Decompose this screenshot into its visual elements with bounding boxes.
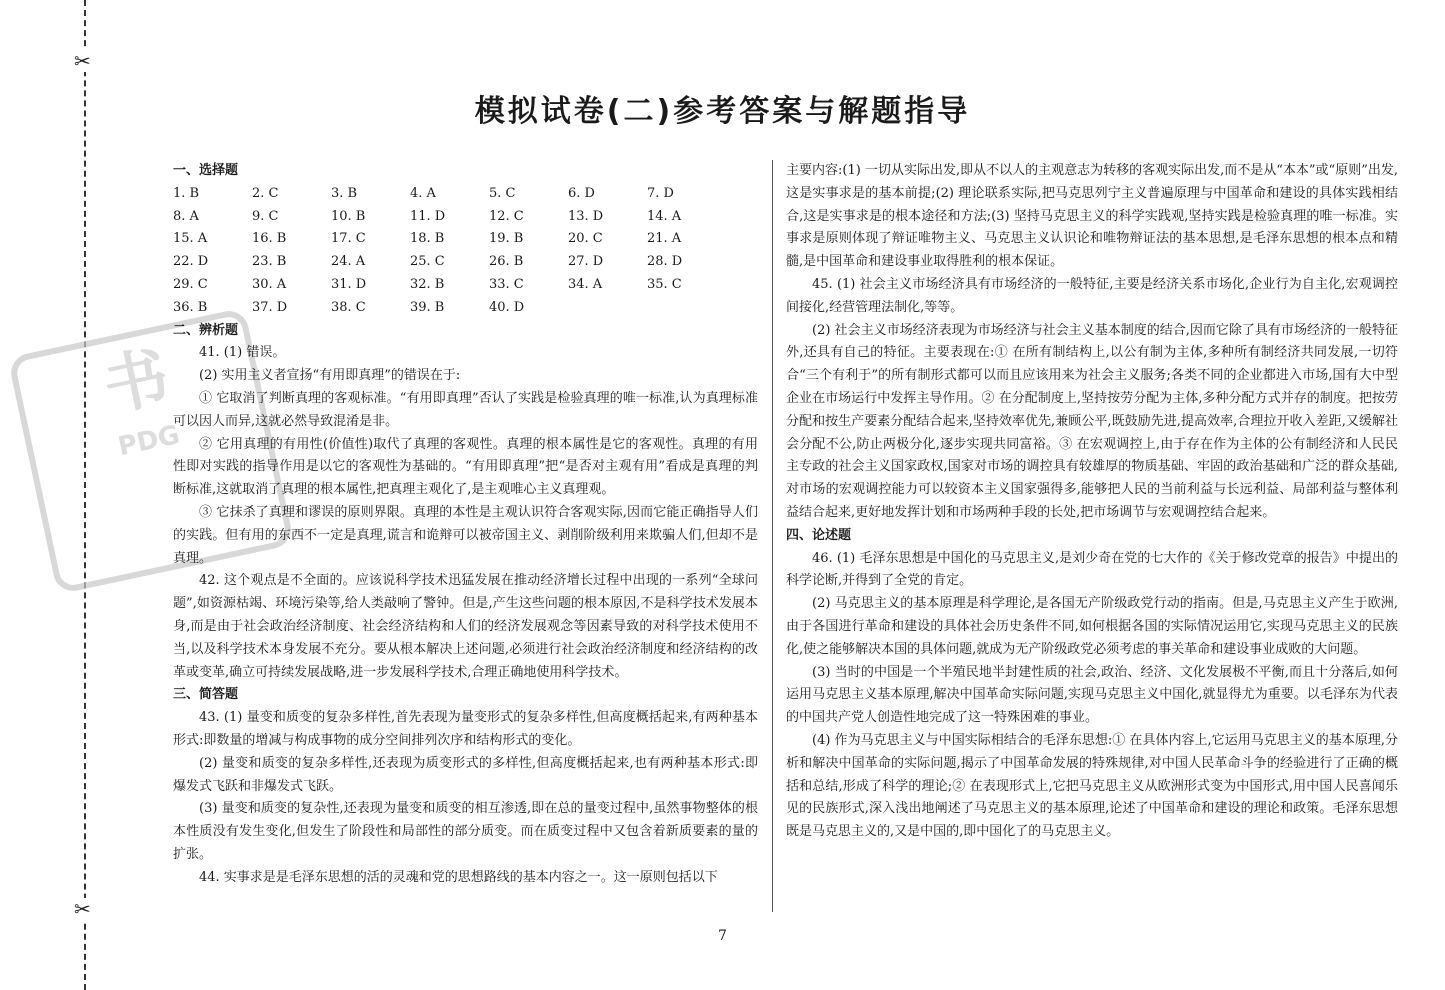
paragraph: 主要内容:(1) 一切从实际出发,即从不以人的主观意志为转移的客观实际出发,而不是从“本本”或“原则”出发,这是实事求是的基本前提;(2) 理论联系实际,把马克思列宁主义普遍原理与中国革命和建设的具体实践相结合,这是实事求是的根本途径和方法;(3) 坚持马克思主义的科学实践观,坚持实践是检验真理的唯一标准。实事求是原则体现了辩证唯物主义、马克思主义认识论和唯物辩证法的基本思想,是毛泽东思想的根本点和精髓,是中国革命和建设事业取得胜利的根本保证。	[786, 163, 1398, 270]
answer-row	[173, 183, 758, 206]
paragraph: (2) 社会主义市场经济表现为市场经济与社会主义基本制度的结合,因而它除了具有市场经济的一般特征外,还具有自己的特征。主要表现在:① 在所有制结构上,以公有制为主体,多种所有制经济共同发展,一切符合“三个有利于”的所有制形式都可以而且应该用来为社会主义服务;各类不同的企业都进入市场,国有大中型企业在市场运行中发挥主导作用。② 在分配制度上,坚持按劳分配为主体,多种分配方式并存的制度。把按劳分配和按生产要素分配结合起来,坚持效率优先,兼顾公平,既鼓励先进,提高效率,合理拉开收入差距,又缓解社会分配不公,防止两极分化,逐步实现共同富裕。③ 在宏观调控上,由于存在作为主体的公有制经济和人民民主专政的社会主义国家政权,国家对市场的调控具有较雄厚的物质基础、牢固的政治基础和广泛的群众基础,对市场的宏观调控能力可以较资本主义国家强得多,能够把人民的当前利益与长远利益、局部利益与整体利益结合起来,更好地发挥计划和市场两种手段的长处,把市场调节与宏观调控结合起来。	[786, 322, 1398, 520]
page-number: 7	[718, 928, 727, 944]
paragraph: ② 它用真理的有用性(价值性)取代了真理的客观性。真理的根本属性是它的客观性。真理的有用性即对实践的指导作用是以它的客观性为基础的。“有用即真理”把“是否对主观有用”看成是真理的判断标准,这就取消了真理的根本属性,把真理主观化了,是主观唯心主义真理观。	[173, 436, 758, 498]
answer-item: 19. B	[489, 231, 524, 247]
paragraph: 44. 实事求是是毛泽东思想的活的灵魂和党的思想路线的基本内容之一。这一原则包括以下	[199, 869, 718, 885]
answer-item: 9. C	[252, 208, 279, 224]
answer-item: 20. C	[568, 231, 603, 247]
paragraph: (2) 量变和质变的复杂多样性,还表现为质变形式的多样性,但高度概括起来,也有两种基本形式:即爆发式飞跃和非爆发式飞跃。	[173, 755, 758, 794]
answer-item: 27. D	[568, 254, 604, 270]
answer-item: 11. D	[410, 208, 446, 224]
section-heading: 四、论述题	[786, 527, 852, 543]
answer-item: 6. D	[568, 185, 595, 201]
answer-item: 21. A	[647, 231, 682, 247]
answer-item: 29. C	[173, 276, 208, 292]
answer-item: 25. C	[410, 254, 445, 270]
paragraph: (2) 实用主义者宣扬“有用即真理”的错误在于:	[199, 368, 461, 384]
answer-item: 7. D	[647, 185, 674, 201]
watermark-pdg: PDG	[115, 420, 183, 463]
watermark-glyph: 书	[97, 339, 176, 426]
answer-item: 5. C	[489, 185, 516, 201]
answer-item: 12. C	[489, 208, 524, 224]
answer-item: 13. D	[568, 208, 604, 224]
answer-item: 16. B	[252, 231, 287, 247]
section-heading: 一、选择题	[173, 163, 239, 178]
answer-item: 36. B	[173, 299, 208, 315]
answer-item: 33. C	[489, 276, 524, 292]
answer-item: 31. D	[331, 276, 367, 292]
paragraph: ③ 它抹杀了真理和谬误的原则界限。真理的本性是主观认识符合客观实际,因而它能正确指导人们的实践。但有用的东西不一定是真理,谎言和诡辩可以被帝国主义、剥削阶级利用来欺骗人们,但却不是真理。	[173, 504, 758, 566]
answer-item: 3. B	[331, 185, 358, 201]
answer-item: 30. A	[252, 276, 287, 292]
answer-item: 37. D	[252, 299, 288, 315]
answer-item: 15. A	[173, 231, 208, 247]
answer-item: 39. B	[410, 299, 445, 315]
answer-row	[173, 251, 758, 274]
answer-item: 14. A	[647, 208, 682, 224]
answer-row	[173, 228, 758, 251]
answer-item: 26. B	[489, 254, 524, 270]
answer-item: 40. D	[489, 299, 525, 315]
paragraph: 42. 这个观点是不全面的。应该说科学技术迅猛发展在推动经济增长过程中出现的一系列“全球问题”,如资源枯竭、环境污染等,给人类敲响了警钟。但是,产生这些问题的根本原因,不是科学技术发展本身,而是由于社会政治经济制度、社会经济结构和人们的经济发展观念等因素导致的对科学技术使用不当,以及科学技术本身发展不充分。要从根本解决上述问题,必须进行社会政治经济制度和经济结构的改革或变革,确立可持续发展战略,进一步发展科学技术,合理正确地使用科学技术。	[173, 573, 758, 680]
answer-item: 23. B	[252, 254, 287, 270]
answer-item: 35. C	[647, 276, 682, 292]
paragraph: ① 它取消了判断真理的客观标准。“有用即真理”否认了实践是检验真理的唯一标准,认为真理标准可以因人而异,这就必然导致混淆是非。	[173, 390, 758, 429]
answer-item: 4. A	[410, 185, 436, 201]
answer-item: 28. D	[647, 254, 683, 270]
page-title: 模拟试卷(二)参考答案与解题指导	[474, 94, 971, 129]
answer-item: 34. A	[568, 276, 603, 292]
section-heading: 三、简答题	[173, 687, 239, 703]
scissors-icon: ✂	[74, 49, 91, 73]
paragraph: 45. (1) 社会主义市场经济具有市场经济的一般特征,主要是经济关系市场化,企业行为自主化,宏观调控间接化,经营管理法制化,等等。	[786, 276, 1398, 315]
section-heading: 二、辨析题	[173, 322, 239, 338]
paragraph: 43. (1) 量变和质变的复杂多样性,首先表现为量变形式的复杂多样性,但高度概括起来,有两种基本形式:即数量的增减与构成事物的成分空间排列次序和结构形式的变化。	[173, 710, 758, 748]
right-column	[786, 160, 1398, 844]
answer-row	[173, 206, 758, 229]
paragraph: (4) 作为马克思主义与中国实际相结合的毛泽东思想:① 在具体内容上,它运用马克思主义的基本原理,分析和解决中国革命的实际问题,揭示了中国革命发展的特殊规律,对中国人民革命斗争的经验进行了正确的概括和总结,形成了科学的理论;② 在表现形式上,它把马克思主义从欧洲形式变为中国形式,用中国人民喜闻乐见的民族形式,深入浅出地阐述了马克思主义的基本原理,论述了中国革命和建设的理论和政策。毛泽东思想既是马克思主义的,又是中国的,即中国化了的马克思主义。	[786, 732, 1398, 840]
answer-item: 17. C	[331, 231, 366, 247]
answer-item: 8. A	[173, 208, 199, 224]
answer-grid	[173, 183, 758, 320]
paragraph: 46. (1) 毛泽东思想是中国化的马克思主义,是刘少奇在党的七大作的《关于修改党章的报告》中提出的科学论断,并得到了全党的肯定。	[786, 550, 1398, 589]
paragraph: (2) 马克思主义的基本原理是科学理论,是各国无产阶级政党行动的指南。但是,马克思主义产生于欧洲,由于各国进行革命和建设的具体社会历史条件不同,如何根据各国的实际情况运用它,实现马克思主义的民族化,使之能够解决本国的具体问题,就成为无产阶级政党必须考虑的事关革命和建设事业成败的大问题。	[786, 596, 1398, 657]
answer-item: 1. B	[173, 185, 200, 201]
paragraph: 41. (1) 错误。	[199, 345, 286, 361]
answer-item: 24. A	[331, 254, 366, 270]
answer-item: 38. C	[331, 299, 366, 315]
answer-item: 22. D	[173, 254, 209, 270]
paragraph: (3) 当时的中国是一个半殖民地半封建性质的社会,政治、经济、文化发展极不平衡,而且十分落后,如何运用马克思主义基本原理,解决中国革命实际问题,实现马克思主义中国化,就显得尤为重要。以毛泽东为代表的中国共产党人创造性地完成了这一特殊困难的事业。	[786, 664, 1398, 726]
answer-item: 10. B	[331, 208, 366, 224]
answer-item: 32. B	[410, 276, 445, 292]
answer-item: 18. B	[410, 231, 445, 247]
answer-row	[173, 297, 758, 320]
answer-row	[173, 274, 758, 297]
left-column	[173, 160, 758, 890]
answer-item: 2. C	[252, 185, 279, 201]
scissors-icon: ✂	[74, 897, 91, 921]
column-divider	[772, 160, 773, 912]
paragraph: (3) 量变和质变的复杂性,还表现为量变和质变的相互渗透,即在总的量变过程中,虽然事物整体的根本性质没有发生变化,但发生了阶段性和局部性的部分质变。而在质变过程中又包含着新质要素的量的扩张。	[173, 801, 758, 862]
